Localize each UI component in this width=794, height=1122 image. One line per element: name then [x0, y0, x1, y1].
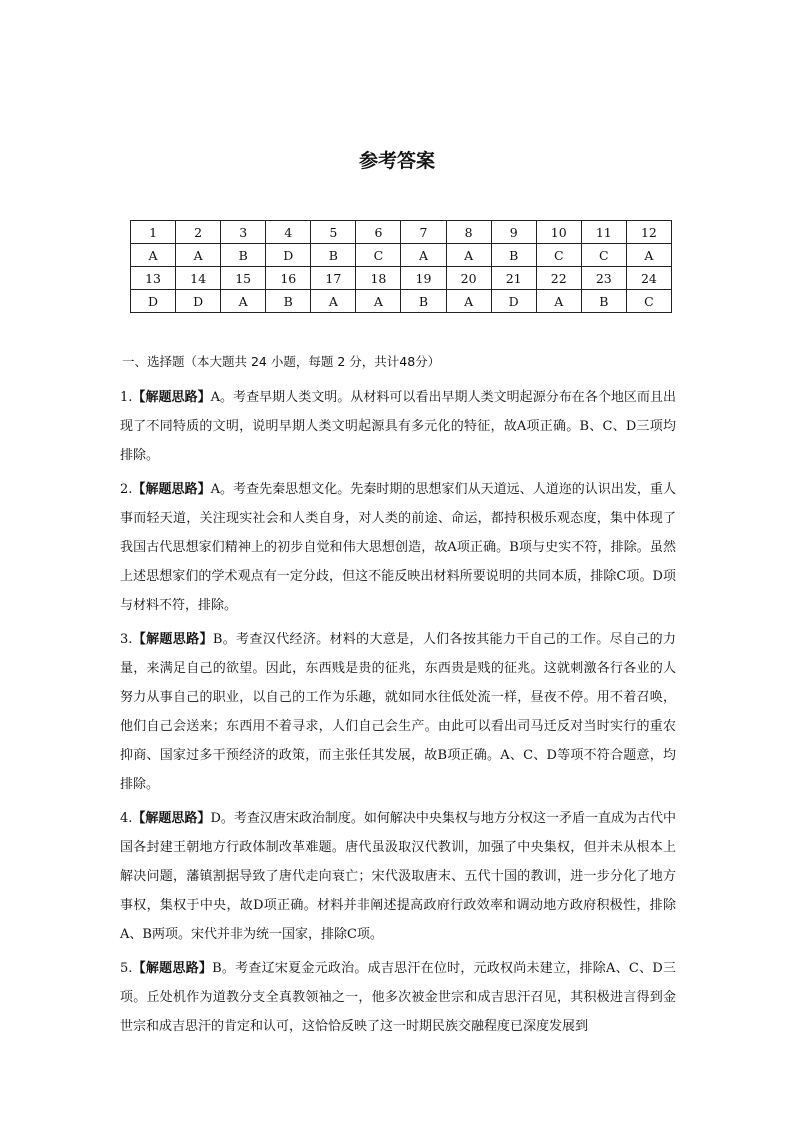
table-cell: A: [221, 290, 266, 313]
list-item: [120, 625, 676, 799]
table-cell: 7: [401, 221, 446, 244]
table-cell: D: [176, 290, 221, 313]
table-cell: D: [491, 290, 536, 313]
table-cell: 19: [401, 267, 446, 290]
table-cell: C: [536, 244, 581, 267]
item-tag: 【解题思路】: [132, 632, 213, 647]
list-item: [120, 383, 676, 470]
table-cell: 5: [311, 221, 356, 244]
table-row: [131, 290, 672, 313]
page-title: 参考答案: [358, 150, 435, 172]
table-cell: D: [131, 290, 176, 313]
table-cell: A: [131, 244, 176, 267]
table-cell: A: [401, 244, 446, 267]
section-heading: 一、选择题（本大题共 24 小题，每题 2 分，共计48分）: [122, 354, 441, 369]
item-tag: 【解题思路】: [132, 390, 211, 405]
table-cell: B: [401, 290, 446, 313]
table-cell: 13: [131, 267, 176, 290]
table-cell: A: [536, 290, 581, 313]
table-cell: 15: [221, 267, 266, 290]
table-row: [131, 267, 672, 290]
table-cell: C: [356, 244, 401, 267]
table-cell: 12: [626, 221, 671, 244]
item-number: 3.: [120, 632, 133, 647]
table-cell: B: [266, 290, 311, 313]
item-text: D。考查汉唐宋政治制度。如何解决中央集权与地方分权这一矛盾一直成为古代中国各封建王朝地方行政体制改革难题。唐代虽汲取汉代教训，加强了中央集权，但并未从根本上解决问题，藩镇割据导致了唐代走向衰亡；宋代汲取唐末、五代十国的教训，进一步分化了地方事权，集权于中央，故D项正确。材料并非阐述提高政府行政效率和调动地方政府积极性，排除A、B两项。宋代并非为统一国家，排除C项。: [120, 811, 676, 942]
table-cell: A: [176, 244, 221, 267]
table-cell: C: [626, 290, 671, 313]
list-item: [120, 475, 676, 620]
table-cell: 17: [311, 267, 356, 290]
item-number: 4.: [120, 811, 133, 826]
table-cell: 22: [536, 267, 581, 290]
item-tag: 【解题思路】: [132, 482, 211, 497]
table-cell: B: [311, 244, 356, 267]
item-tag: 【解题思路】: [132, 811, 211, 826]
item-tag: 【解题思路】: [132, 961, 213, 976]
list-item: [120, 954, 676, 1041]
table-cell: 4: [266, 221, 311, 244]
table-cell: 6: [356, 221, 401, 244]
table-cell: 9: [491, 221, 536, 244]
table-cell: 3: [221, 221, 266, 244]
table-cell: A: [356, 290, 401, 313]
table-cell: 1: [131, 221, 176, 244]
table-cell: 10: [536, 221, 581, 244]
item-number: 5.: [120, 961, 133, 976]
table-cell: C: [581, 244, 626, 267]
table-cell: A: [626, 244, 671, 267]
table-cell: 21: [491, 267, 536, 290]
answer-explanations: [120, 383, 676, 1046]
item-number: 2.: [120, 482, 133, 497]
table-row: [131, 221, 672, 244]
item-text: A。考查先秦思想文化。先秦时期的思想家们从天道远、人道迩的认识出发，重人事而轻天道，关注现实社会和人类自身，对人类的前途、命运，都持积极乐观态度，集中体现了我国古代思想家们精神上的初步自觉和伟大思想创造，故A项正确。B项与史实不符，排除。虽然上述思想家们的学术观点有一定分歧，但这不能反映出材料所要说明的共同本质，排除C项。D项与材料不符，排除。: [120, 482, 676, 613]
table-cell: 2: [176, 221, 221, 244]
table-cell: 8: [446, 221, 491, 244]
answer-table: [130, 220, 672, 313]
table-cell: B: [221, 244, 266, 267]
item-text: A。考查早期人类文明。从材料可以看出早期人类文明起源分布在各个地区而且出现了不同特质的文明，说明早期人类文明起源具有多元化的特征，故A项正确。B、C、D三项均排除。: [120, 390, 676, 463]
table-cell: 16: [266, 267, 311, 290]
item-text: B。考查汉代经济。材料的大意是，人们各按其能力干自己的工作。尽自己的力量，来满足自己的欲望。因此，东西贱是贵的征兆，东西贵是贱的征兆。这就刺激各行各业的人努力从事自己的职业，以自己的工作为乐趣，就如同水往低处流一样，昼夜不停。用不着召唤，他们自己会送来；东西用不着寻求，人们自己会生产。由此可以看出司马迁反对当时实行的重农抑商、国家过多干预经济的政策，而主张任其发展，故B项正确。A、C、D等项不符合题意，均排除。: [120, 632, 676, 792]
table-cell: A: [446, 290, 491, 313]
table-cell: 24: [626, 267, 671, 290]
table-cell: A: [446, 244, 491, 267]
table-cell: B: [581, 290, 626, 313]
list-item: [120, 804, 676, 949]
table-cell: D: [266, 244, 311, 267]
item-text: B。考查辽宋夏金元政治。成吉思汗在位时，元政权尚未建立，排除A、C、D三项。丘处机作为道教分支全真教领袖之一，他多次被金世宗和成吉思汗召见，其积极进言得到金世宗和成吉思汗的肯定和认可，这恰恰反映了这一时期民族交融程度已深度发展到: [120, 961, 676, 1034]
table-cell: 18: [356, 267, 401, 290]
table-cell: A: [311, 290, 356, 313]
table-cell: 20: [446, 267, 491, 290]
table-cell: B: [491, 244, 536, 267]
item-number: 1.: [120, 390, 133, 405]
table-cell: 23: [581, 267, 626, 290]
table-cell: 14: [176, 267, 221, 290]
table-cell: 11: [581, 221, 626, 244]
table-row: [131, 244, 672, 267]
